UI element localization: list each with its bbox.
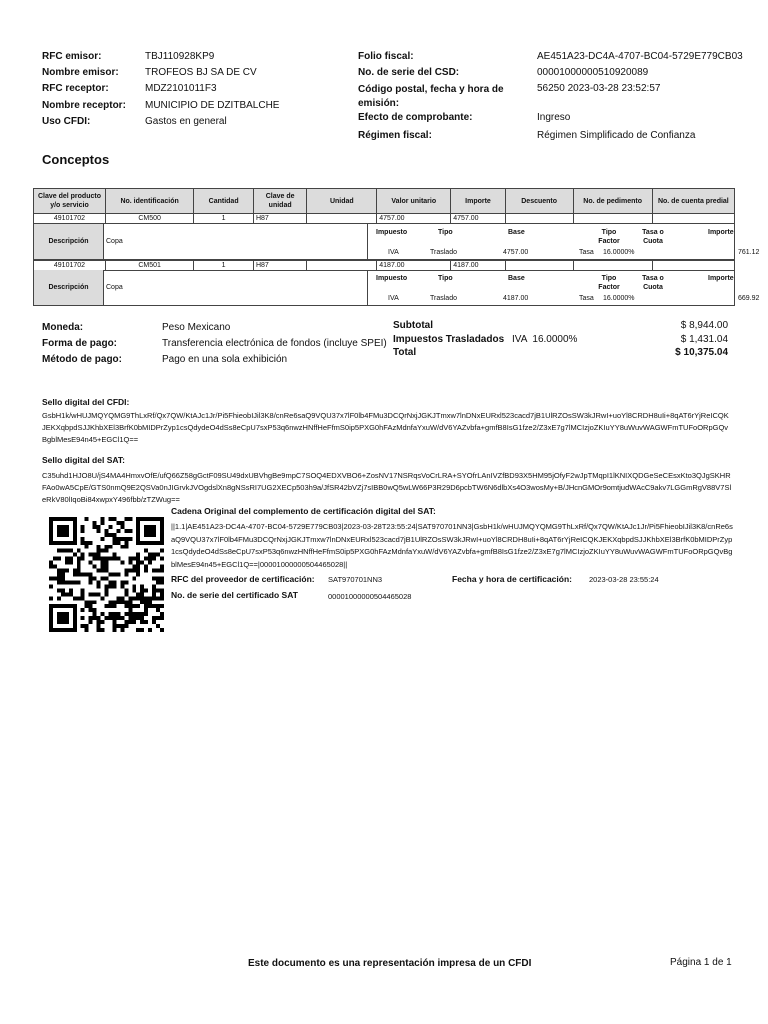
cert-rfc-label: RFC del proveedor de certificación: [171, 574, 315, 584]
page-label: Página 1 de 1 [670, 957, 732, 968]
forma-pago-label: Forma de pago: [42, 338, 118, 349]
col-id: No. identificación [105, 189, 193, 214]
rfc-emisor-label: RFC emisor: [42, 51, 102, 62]
tax-h-factor: Tipo Factor [598, 275, 620, 291]
tax-v-factor: Tasa [579, 295, 594, 302]
total-value: $ 10,375.04 [675, 347, 728, 358]
metodo-pago-value: Pago en una sola exhibición [162, 354, 288, 365]
sello-sat-title: Sello digital del SAT: [42, 455, 125, 465]
col-importe: Importe [451, 189, 505, 214]
rfc-emisor-value: TBJ110928KP9 [145, 51, 215, 62]
tax-h-tipo: Tipo [438, 275, 453, 282]
cell-unidad [307, 261, 377, 271]
impuestos-label: Impuestos Trasladados [393, 334, 505, 345]
col-clave: Clave del producto y/o servicio [34, 189, 106, 214]
cell-clave: 49101702 [34, 214, 106, 224]
cell-importe: 4187.00 [451, 261, 505, 271]
sello-cfdi-title: Sello digital del CFDI: [42, 397, 130, 407]
tax-v-impuesto: IVA [388, 249, 399, 256]
footer-note: Este documento es una representación impresa de un CFDI [248, 958, 532, 969]
desc-label: Descripción [34, 270, 104, 305]
tax-v-base: 4187.00 [503, 295, 529, 302]
moneda-label: Moneda: [42, 322, 84, 333]
regimen-value: Régimen Simplificado de Confianza [537, 130, 696, 141]
table-row [34, 214, 735, 224]
cell-clave-unidad: H87 [253, 214, 306, 224]
cell-clave-unidad: H87 [253, 261, 306, 271]
subtotal-label: Subtotal [393, 320, 433, 331]
tax-v-tipo: Traslado [430, 295, 457, 302]
col-cantidad: Cantidad [194, 189, 254, 214]
tax-h-impuesto: Impuesto [376, 275, 408, 282]
description-block [33, 224, 760, 260]
conceptos-title: Conceptos [42, 152, 110, 167]
col-descuento: Descuento [505, 189, 573, 214]
cell-descuento [505, 214, 573, 224]
sello-sat-value: C35uhd1HJO8U/jS4MA4HmxvOfE/ufQ66Z58gGctF09SU49dxUBVhgBe9mpC7SOQ4EDXVBO6+ZosNV17NSRqsVoCrLRA+SYOfrLAnIVZfBD93X5HM95jOfyF2wJpTMqpI1lKNIXQDGeSeCEsxKto3QJgSKHRFAo0wA5CpE/GTS0nmQ9E2QSVa0nJIGrvkJVOgdslXn8gNSsRI7UG2XECp503h9a/JfSR42bVZj7sIBB0wQ5wLW66P3R29D6pcbTW6N6dlbXs4O3wosMy+B/JHcnGMOr9omtjudWAcC9akv7LGGmRgV88V7SleRkV80lIqoBi84xwpxY496fbb/zTZWug== [42, 471, 732, 504]
tax-v-importe: 669.92 [738, 295, 760, 302]
tax-h-importe: Importe [708, 229, 734, 236]
tax-grid [368, 270, 760, 305]
tax-h-base: Base [508, 229, 525, 236]
chain-value: ||1.1|AE451A23-DC4A-4707-BC04-5729E779CB03|2023-03-28T23:55:24|SAT970701NN3|GsbH1k/wHUJMQYQMG9ThLxRf/Qx7QW/KtAJc1Jr/Pi5FhieobIJil3K8/cnRe6saQ9VQU37x7lF0lb4FMu3DCQrNxjJGKJTmxw7lnDNxEURxl523cacd7jB1UlRZOsSW3kJRwI+uoYl8CRDH8uIi+8qAT6rYjReICQKJEKXqbpdSJJKhbXEl3BrfK0bMIDPrZyp1csQdydeO4dSs8eCpU7sxP53q6nwzHNffHeFfmS0ip5PXG0hFAzMdnfaYxuW/dV6YAZvbfa+gmfB8IsG1fze2/Z3xE7g7lMCIzjoZKIuYY8uWuvWAGWFmTUFoORpGQvBgblMesE94n45+EGCl1Q==|00001000000504465028|| [171, 522, 733, 569]
nombre-receptor-label: Nombre receptor: [42, 100, 126, 111]
nombre-receptor-value: MUNICIPIO DE DZITBALCHE [145, 100, 280, 111]
tax-h-tasa: Tasa o Cuota [642, 275, 664, 291]
cell-unidad [307, 214, 377, 224]
folio-fiscal-value: AE451A23-DC4A-4707-BC04-5729E779CB03 [537, 51, 743, 62]
col-valor-unitario: Valor unitario [377, 189, 451, 214]
tax-h-impuesto: Impuesto [376, 229, 408, 236]
serie-csd-label: No. de serie del CSD: [358, 67, 460, 78]
cell-cantidad: 1 [194, 214, 254, 224]
desc-label: Descripción [34, 224, 104, 259]
cell-importe: 4757.00 [451, 214, 505, 224]
cp-fecha-label: Código postal, fecha y hora de emisión: [358, 84, 504, 109]
concepts-table [33, 188, 735, 224]
tax-v-base: 4757.00 [503, 249, 529, 256]
col-predial: No. de cuenta predial [652, 189, 734, 214]
metodo-pago-label: Método de pago: [42, 354, 122, 365]
chain-title: Cadena Original del complemento de certificación digital del SAT: [171, 506, 436, 516]
cell-pedimento [573, 261, 652, 271]
col-unidad: Unidad [307, 189, 377, 214]
cell-predial [652, 214, 734, 224]
desc-value: Copa [106, 270, 368, 305]
table-row [34, 261, 735, 271]
regimen-label: Régimen fiscal: [358, 130, 432, 141]
tax-v-impuesto: IVA [388, 295, 399, 302]
tax-h-tipo: Tipo [438, 229, 453, 236]
tax-h-base: Base [508, 275, 525, 282]
nombre-emisor-label: Nombre emisor: [42, 67, 119, 78]
rfc-receptor-label: RFC receptor: [42, 83, 109, 94]
moneda-value: Peso Mexicano [162, 322, 231, 333]
cert-serie-value: 00001000000504465028 [328, 592, 412, 601]
desc-value: Copa [106, 224, 368, 259]
sello-cfdi-value: GsbH1k/wHUJMQYQMG9ThLxRf/Qx7QW/KtAJc1Jr/Pi5FhieobIJil3K8/cnRe6saQ9VQU37x7lF0lb4FMu3DCQrNxjJGKJTmxw7lnDNxEURxl523cacd7jB1UlRZOsSW3kJRwI+uoYl8CRDH8uIi+8qAT6rYjReICQKJEKXqbpdSJJKhbXEl3BrfK0bMIDPrZyp1csQdydeO4dSs8eCpU7sxP53q6nwzHNffHeFfmS0ip5PXG0hFAzMdnfaYxuW/dV6YAZvbfa+gmfB8IsG1fze2/Z3xE7g7lMCIzjoZKIuYY8uWuvWAGWFmTUFoORpGQvBgblMesE94n45+EGCl1Q== [42, 411, 729, 444]
cert-fecha-label: Fecha y hora de certificación: [452, 574, 572, 584]
col-clave-unidad: Clave de unidad [253, 189, 306, 214]
cell-cantidad: 1 [194, 261, 254, 271]
cell-valor-unitario: 4187.00 [377, 261, 451, 271]
tax-v-tipo: Traslado [430, 249, 457, 256]
efecto-value: Ingreso [537, 112, 571, 123]
cell-id: CM501 [105, 261, 193, 271]
nombre-emisor-value: TROFEOS BJ SA DE CV [145, 67, 257, 78]
cell-valor-unitario: 4757.00 [377, 214, 451, 224]
tax-v-factor: Tasa [579, 249, 594, 256]
tax-v-tasa: 16.0000% [603, 295, 635, 302]
impuestos-value: $ 1,431.04 [680, 334, 728, 345]
concepts-header-row [34, 189, 735, 214]
cell-pedimento [573, 214, 652, 224]
serie-csd-value: 00001000000510920089 [537, 67, 649, 78]
uso-cfdi-label: Uso CFDI: [42, 116, 91, 127]
tax-h-factor: Tipo Factor [598, 229, 620, 245]
qr-code-icon [49, 517, 164, 632]
cell-predial [652, 261, 734, 271]
impuestos-detail: IVA 16.0000% [512, 334, 578, 345]
cp-fecha-value: 56250 2023-03-28 23:52:57 [537, 83, 661, 94]
tax-v-importe: 761.12 [738, 249, 760, 256]
forma-pago-value: Transferencia electrónica de fondos (incluye SPEI) [162, 338, 387, 349]
cell-descuento [505, 261, 573, 271]
cert-rfc-value: SAT970701NN3 [328, 575, 383, 584]
folio-fiscal-label: Folio fiscal: [358, 51, 414, 62]
tax-grid [368, 224, 760, 259]
cert-fecha-value: 2023-03-28 23:55:24 [589, 575, 659, 584]
cert-serie-label: No. de serie del certificado SAT [171, 590, 298, 600]
description-block [33, 270, 760, 306]
tax-h-importe: Importe [708, 275, 734, 282]
cell-id: CM500 [105, 214, 193, 224]
uso-cfdi-value: Gastos en general [145, 116, 227, 127]
tax-h-tasa: Tasa o Cuota [642, 229, 664, 245]
tax-v-tasa: 16.0000% [603, 249, 635, 256]
cell-clave: 49101702 [34, 261, 106, 271]
efecto-label: Efecto de comprobante: [358, 112, 473, 123]
total-label: Total [393, 347, 417, 358]
subtotal-value: $ 8,944.00 [680, 320, 728, 331]
col-pedimento: No. de pedimento [573, 189, 652, 214]
rfc-receptor-value: MDZ2101011F3 [145, 83, 217, 94]
